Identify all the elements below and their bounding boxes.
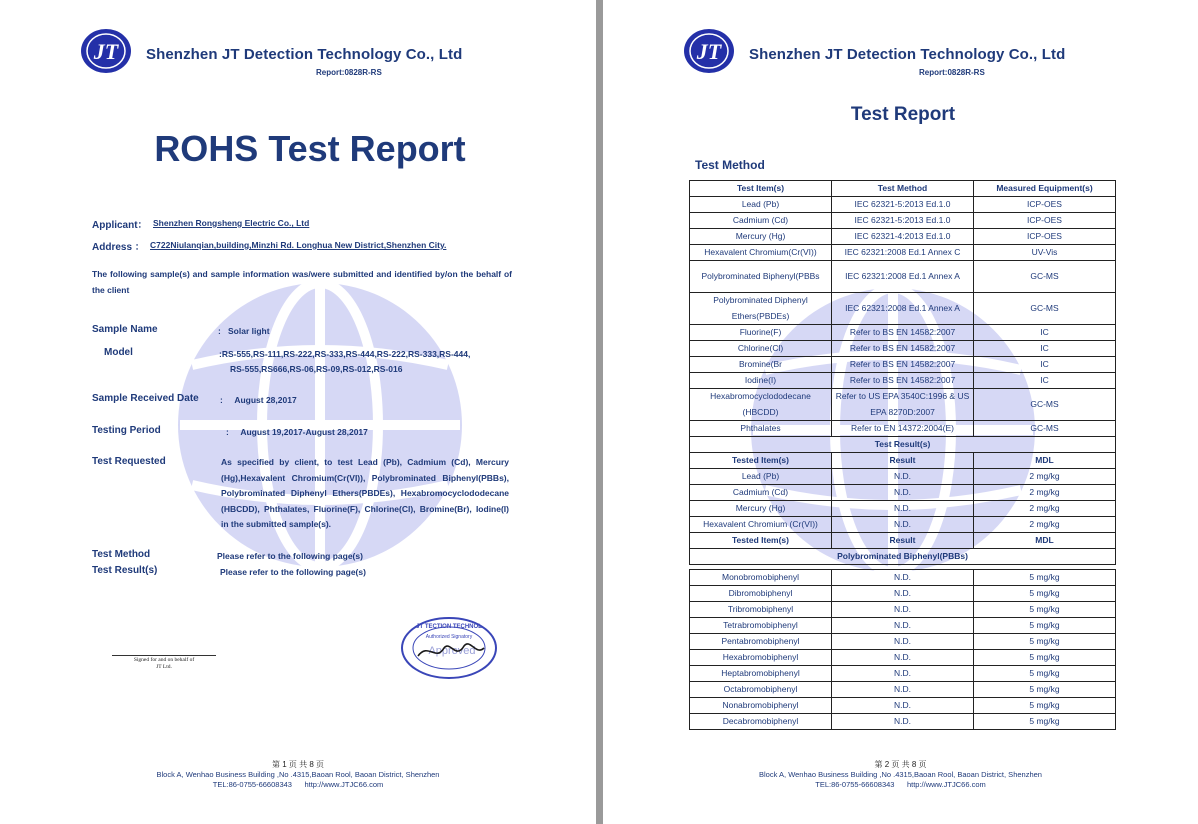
table-cell: IEC 62321-5:2013 Ed.1.0 xyxy=(832,197,974,213)
table-cell: Octabromobiphenyl xyxy=(690,682,832,698)
table-cell: Bromine(Br xyxy=(690,357,832,373)
table-cell: Monobromobiphenyl xyxy=(690,570,832,586)
table-cell: Tested Item(s) xyxy=(690,533,832,549)
table-cell: N.D. xyxy=(832,501,974,517)
model-value-line2: RS-555,RS666,RS-06,RS-09,RS-012,RS-016 xyxy=(230,364,403,374)
table-cell: Polybrominated Biphenyl(PBBs xyxy=(690,261,832,293)
table-cell: Refer to US EPA 3540C:1996 & US EPA 8270D:2007 xyxy=(832,389,974,421)
pbb-row xyxy=(690,714,1116,730)
table-cell: 5 mg/kg xyxy=(974,602,1116,618)
table-cell: 5 mg/kg xyxy=(974,586,1116,602)
table-cell: GC-MS xyxy=(974,261,1116,293)
report-number: Report:0828R-RS xyxy=(919,68,985,77)
table-cell: Chlorine(Cl) xyxy=(690,341,832,357)
table-cell: 5 mg/kg xyxy=(974,650,1116,666)
table-cell: 5 mg/kg xyxy=(974,714,1116,730)
table-cell: Tribromobiphenyl xyxy=(690,602,832,618)
table-cell: 5 mg/kg xyxy=(974,698,1116,714)
table-cell: Hexavalent Chromium (Cr(VI)) xyxy=(690,517,832,533)
table-cell: N.D. xyxy=(832,618,974,634)
report-table xyxy=(689,180,1116,730)
table-cell: Mercury (Hg) xyxy=(690,229,832,245)
table-cell: N.D. xyxy=(832,698,974,714)
address-value: C722Niulanqian,building,Minzhi Rd. Longhua New District,Shenzhen City. xyxy=(150,240,447,250)
table-cell: 5 mg/kg xyxy=(974,618,1116,634)
method-row xyxy=(690,341,1116,357)
table-cell: Tetrabromobiphenyl xyxy=(690,618,832,634)
table-cell: IEC 62321-5:2013 Ed.1.0 xyxy=(832,213,974,229)
pbb-row xyxy=(690,666,1116,682)
table-cell: MDL xyxy=(974,453,1116,469)
results-caption-row xyxy=(690,437,1116,453)
table-cell: N.D. xyxy=(832,650,974,666)
signature-line xyxy=(112,655,216,656)
table-cell: IC xyxy=(974,373,1116,389)
table-cell: 2 mg/kg xyxy=(974,517,1116,533)
table-cell: IEC 62321-4:2013 Ed.1.0 xyxy=(832,229,974,245)
method-row xyxy=(690,197,1116,213)
signed-line-1: Signed for and on behalf of xyxy=(133,657,195,663)
sample-name-colon: : xyxy=(218,326,221,336)
table-cell: Phthalates xyxy=(690,421,832,437)
table-cell: 2 mg/kg xyxy=(974,469,1116,485)
address-label: Address ： xyxy=(92,242,145,253)
company-name: Shenzhen JT Detection Technology Co., Ltd xyxy=(749,46,1066,63)
pbb-row xyxy=(690,682,1116,698)
table-cell: IEC 62321:2008 Ed.1 Annex A xyxy=(832,261,974,293)
page-number: 第 2 页 共 8 页 xyxy=(874,760,927,769)
page-title: ROHS Test Report xyxy=(154,128,466,169)
table-cell: N.D. xyxy=(832,682,974,698)
stamp-top-text: JT TECTION TECHNOL xyxy=(416,624,482,630)
table-cell: IEC 62321:2008 Ed.1 Annex A xyxy=(832,293,974,325)
footer-contact: TEL:86-0755-66608343 http://www.JTJC66.com xyxy=(212,780,384,789)
company-logo xyxy=(80,28,132,74)
table-cell: ICP-OES xyxy=(974,213,1116,229)
page-number: 第 1 页 共 8 页 xyxy=(271,760,324,769)
table-cell: N.D. xyxy=(832,485,974,501)
sample-name-label: Sample Name xyxy=(92,324,158,335)
footer-contact: TEL:86-0755-66608343 http://www.JTJC66.com xyxy=(815,780,986,789)
stamp-center-text: Approved xyxy=(428,645,476,657)
approval-stamp xyxy=(400,616,498,680)
testing-period-value: : August 19,2017-August 28,2017 xyxy=(226,427,368,437)
pbb-row xyxy=(690,602,1116,618)
table-cell: Test Item(s) xyxy=(690,181,832,197)
table-cell: 2 mg/kg xyxy=(974,485,1116,501)
table-cell: Result xyxy=(832,453,974,469)
page-title: Test Report xyxy=(850,104,956,125)
table-cell: N.D. xyxy=(832,469,974,485)
model-label: Model xyxy=(104,347,133,358)
table-cell: IC xyxy=(974,357,1116,373)
table-cell: N.D. xyxy=(832,586,974,602)
table-cell: GC-MS xyxy=(974,389,1116,421)
pbb-row xyxy=(690,698,1116,714)
pbb-row xyxy=(690,650,1116,666)
table-cell: Dibromobiphenyl xyxy=(690,586,832,602)
pbb-row xyxy=(690,618,1116,634)
table-cell: Mercury (Hg) xyxy=(690,501,832,517)
table-cell: IC xyxy=(974,325,1116,341)
table-cell: Refer to BS EN 14582:2007 xyxy=(832,341,974,357)
page-2-footer xyxy=(603,760,1198,790)
applicant-label: Applicant： xyxy=(92,220,148,231)
table-cell: N.D. xyxy=(832,517,974,533)
table-cell: Lead (Pb) xyxy=(690,469,832,485)
method-row xyxy=(690,213,1116,229)
page-1-footer xyxy=(0,760,596,790)
table-cell: Hexavalent Chromium(Cr(VI)) xyxy=(690,245,832,261)
table-cell: N.D. xyxy=(832,634,974,650)
table-cell: N.D. xyxy=(832,666,974,682)
result-row xyxy=(690,517,1116,533)
result-row xyxy=(690,501,1116,517)
model-value-line1: :RS-555,RS-111,RS-222,RS-333,RS-444,RS-222,RS-333,RS-444, xyxy=(219,349,471,359)
method-row xyxy=(690,421,1116,437)
table-cell: UV-Vis xyxy=(974,245,1116,261)
table-cell: Cadmium (Cd) xyxy=(690,485,832,501)
table-cell: Heptabromobiphenyl xyxy=(690,666,832,682)
pbb-header-row xyxy=(690,533,1116,549)
table-cell: N.D. xyxy=(832,570,974,586)
received-date-label: Sample Received Date xyxy=(92,393,199,404)
table-cell: Polybrominated Diphenyl Ethers(PBDEs) xyxy=(690,293,832,325)
method-row xyxy=(690,293,1116,325)
table-cell: Refer to BS EN 14582:2007 xyxy=(832,357,974,373)
table-cell: Refer to BS EN 14582:2007 xyxy=(832,373,974,389)
pbb-caption-row xyxy=(690,549,1116,565)
table-cell: Iodine(I) xyxy=(690,373,832,389)
table-cell: Hexabromobiphenyl xyxy=(690,650,832,666)
test-method-section-label: Test Method xyxy=(695,158,765,172)
applicant-value: Shenzhen Rongsheng Electric Co., Ltd xyxy=(153,218,310,228)
signed-line-2: JT Ltd. xyxy=(156,664,172,670)
method-row xyxy=(690,325,1116,341)
intro-text: The following sample(s) and sample information was/were submitted and identified by/on the behalf of the client xyxy=(92,269,512,295)
table-cell: Hexabromocyclododecane (HBCDD) xyxy=(690,389,832,421)
pbb-row xyxy=(690,586,1116,602)
table-cell: 5 mg/kg xyxy=(974,570,1116,586)
table-cell: 5 mg/kg xyxy=(974,666,1116,682)
table-cell: Polybrominated Biphenyl(PBBs) xyxy=(690,549,1116,565)
method-row xyxy=(690,357,1116,373)
table-cell: ICP-OES xyxy=(974,229,1116,245)
logo-lettering: JT xyxy=(93,39,119,64)
table-cell: GC-MS xyxy=(974,293,1116,325)
footer-address: Block A, Wenhao Business Building ,No .4315,Baoan Rool, Baoan District, Shenzhen xyxy=(759,770,1042,779)
test-result-label: Test Result(s) xyxy=(92,565,158,576)
stamp-mid-text: Authorized Signatory xyxy=(425,634,473,640)
company-name: Shenzhen JT Detection Technology Co., Ltd xyxy=(146,46,463,63)
result-row xyxy=(690,485,1116,501)
test-method-value: Please refer to the following page(s) xyxy=(217,551,363,561)
method-row xyxy=(690,389,1116,421)
received-date-value: : August 28,2017 xyxy=(220,395,297,405)
test-requested-value: As specified by client, to test Lead (Pb), Cadmium (Cd), Mercury (Hg),Hexavalent Chromium(Cr(VI)), Polybrominated Biphenyl(PBBs), Polybrominated Diphenyl Ethers(PBDEs), Hexabromocyclododecane (HBCDD), Phthalates, Fluorine(F), Chlorine(Cl), Bromine(Br), Iodine(I) in the submitted sample(s). xyxy=(221,457,509,529)
table-cell: Cadmium (Cd) xyxy=(690,213,832,229)
pbb-row xyxy=(690,634,1116,650)
table-cell: 5 mg/kg xyxy=(974,682,1116,698)
table-cell: MDL xyxy=(974,533,1116,549)
table-cell: Refer to EN 14372:2004(E) xyxy=(832,421,974,437)
table-cell: Test Method xyxy=(832,181,974,197)
table-cell: N.D. xyxy=(832,602,974,618)
table-cell: Refer to BS EN 14582:2007 xyxy=(832,325,974,341)
method-row xyxy=(690,373,1116,389)
sample-name-value: Solar light xyxy=(228,326,270,336)
report-number: Report:0828R-RS xyxy=(316,68,382,77)
table-cell: IC xyxy=(974,341,1116,357)
table-cell: Result xyxy=(832,533,974,549)
table-cell: Decabromobiphenyl xyxy=(690,714,832,730)
signed-on-behalf xyxy=(112,657,216,671)
table-cell: Test Result(s) xyxy=(690,437,1116,453)
logo-lettering: JT xyxy=(696,39,722,64)
company-logo xyxy=(683,28,735,74)
table-cell: 2 mg/kg xyxy=(974,501,1116,517)
table-cell: GC-MS xyxy=(974,421,1116,437)
result-row xyxy=(690,469,1116,485)
method-row xyxy=(690,261,1116,293)
method-row xyxy=(690,245,1116,261)
test-result-value: Please refer to the following page(s) xyxy=(220,567,366,577)
table-cell: Lead (Pb) xyxy=(690,197,832,213)
testing-period-label: Testing Period xyxy=(92,425,161,436)
pbb-row xyxy=(690,570,1116,586)
table-cell: Nonabromobiphenyl xyxy=(690,698,832,714)
table-cell: Fluorine(F) xyxy=(690,325,832,341)
table-cell: 5 mg/kg xyxy=(974,634,1116,650)
report-page-2 xyxy=(603,0,1198,824)
method-row xyxy=(690,229,1116,245)
results-header-row xyxy=(690,453,1116,469)
method-header-row xyxy=(690,181,1116,197)
table-cell: Pentabromobiphenyl xyxy=(690,634,832,650)
test-method-label: Test Method xyxy=(92,549,151,560)
table-cell: IEC 62321:2008 Ed.1 Annex C xyxy=(832,245,974,261)
footer-address: Block A, Wenhao Business Building ,No .4315,Baoan Rool, Baoan District, Shenzhen xyxy=(156,770,440,779)
report-page-1 xyxy=(0,0,596,824)
test-requested-label: Test Requested xyxy=(92,456,166,467)
table-cell: Tested Item(s) xyxy=(690,453,832,469)
table-cell: ICP-OES xyxy=(974,197,1116,213)
table-cell: Measured Equipment(s) xyxy=(974,181,1116,197)
table-cell: N.D. xyxy=(832,714,974,730)
